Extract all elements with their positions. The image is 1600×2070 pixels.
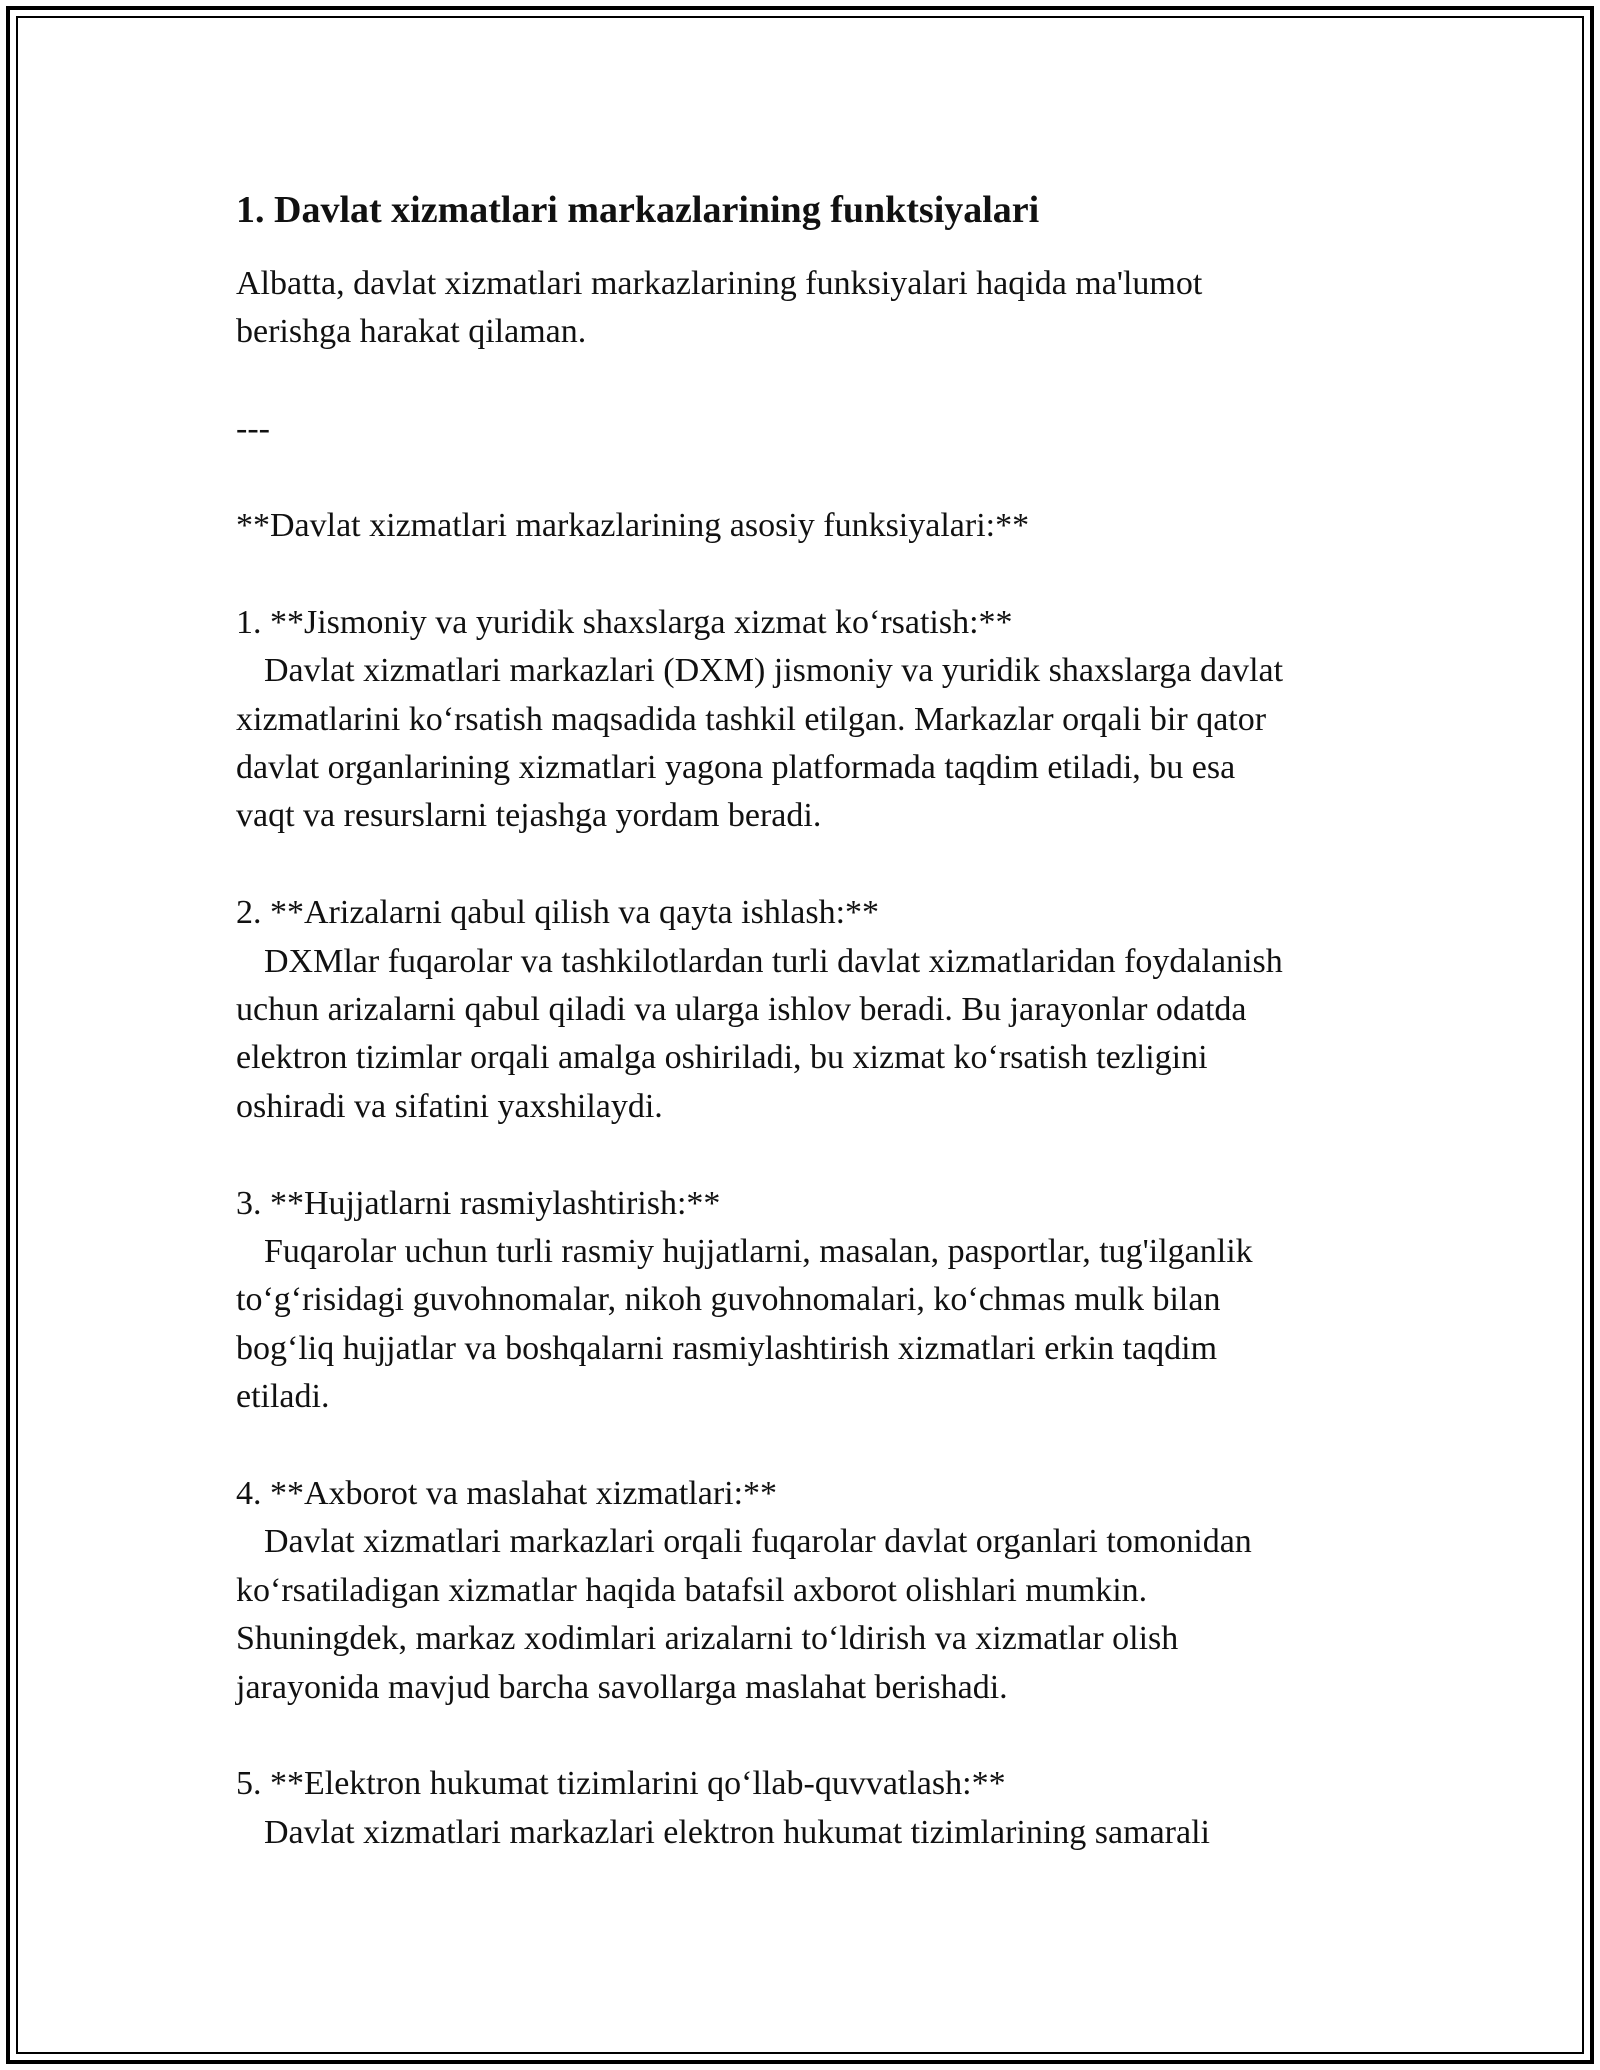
item-text-line: ko‘rsatiladigan xizmatlar haqida batafsil axborot olishlari mumkin. [236,1571,1148,1609]
document-body [236,186,1386,1857]
item-heading: 5. **Elektron hukumat tizimlarini qo‘llab-quvvatlash:** [236,1765,1006,1803]
separator: --- [236,410,270,448]
item-text-line: Fuqarolar uchun turli rasmiy hujjatlarni, masalan, pasportlar, tug'ilganlik [264,1233,1253,1271]
item-text-line: etiladi. [236,1378,330,1416]
paragraph-gap [236,841,1386,889]
item-text-line: davlat organlarining xizmatlari yagona platformada taqdim etiladi, bu esa [236,749,1236,787]
item-text-line: DXMlar fuqarolar va tashkilotlardan turli davlat xizmatlaridan foydalanish [264,942,1283,980]
item-text-line: to‘g‘risidagi guvohnomalar, nikoh guvohnomalari, ko‘chmas mulk bilan [236,1281,1221,1319]
item-text-line: uchun arizalarni qabul qiladi va ularga ishlov beradi. Bu jarayonlar odatda [236,991,1247,1029]
item-heading: 1. **Jismoniy va yuridik shaxslarga xizmat ko‘rsatish:** [236,603,1013,641]
item-text-line: jarayonida mavjud barcha savollarga maslahat berishadi. [236,1668,1008,1706]
item-text-line: bog‘liq hujjatlar va boshqalarni rasmiylashtirish xizmatlari erkin taqdim [236,1329,1218,1367]
item-heading: 2. **Arizalarni qabul qilish va qayta ishlash:** [236,894,880,932]
section-heading-main: **Davlat xizmatlari markazlarining asosiy funksiyalari:** [236,507,1030,544]
item-heading: 3. **Hujjatlarni rasmiylashtirish:** [236,1184,721,1222]
item-text-line: Davlat xizmatlari markazlari orqali fuqarolar davlat organlari tomonidan [264,1523,1252,1561]
item-text-line: oshiradi va sifatini yaxshilaydi. [236,1087,663,1125]
document-title: 1. Davlat xizmatlari markazlarining funktsiyalari [236,189,1040,231]
intro-line: Albatta, davlat xizmatlari markazlarining funksiyalari haqida ma'lumot [236,265,1203,302]
paragraph-gap [236,550,1386,598]
item-text-line: Davlat xizmatlari markazlari (DXM) jismoniy va yuridik shaxslarga davlat [264,652,1284,690]
paragraph-gap [236,1131,1386,1179]
intro-line: berishga harakat qilaman. [236,313,587,351]
paragraph-gap [236,357,1386,405]
item-text-line: elektron tizimlar orqali amalga oshiriladi, bu xizmat ko‘rsatish tezligini [236,1039,1208,1077]
item-text-line: xizmatlarini ko‘rsatish maqsadida tashkil etilgan. Markazlar orqali bir qator [236,700,1267,738]
item-text-line: Shuningdek, markaz xodimlari arizalarni to‘ldirish va xizmatlar olish [236,1620,1179,1658]
item-heading: 4. **Axborot va maslahat xizmatlari:** [236,1475,778,1513]
paragraph-gap [236,454,1386,502]
paragraph-gap [236,1712,1386,1760]
item-text-line: Davlat xizmatlari markazlari elektron hukumat tizimlarining samarali [264,1813,1210,1851]
paragraph-gap [236,1422,1386,1470]
item-text-line: vaqt va resurslarni tejashga yordam beradi. [236,797,822,835]
